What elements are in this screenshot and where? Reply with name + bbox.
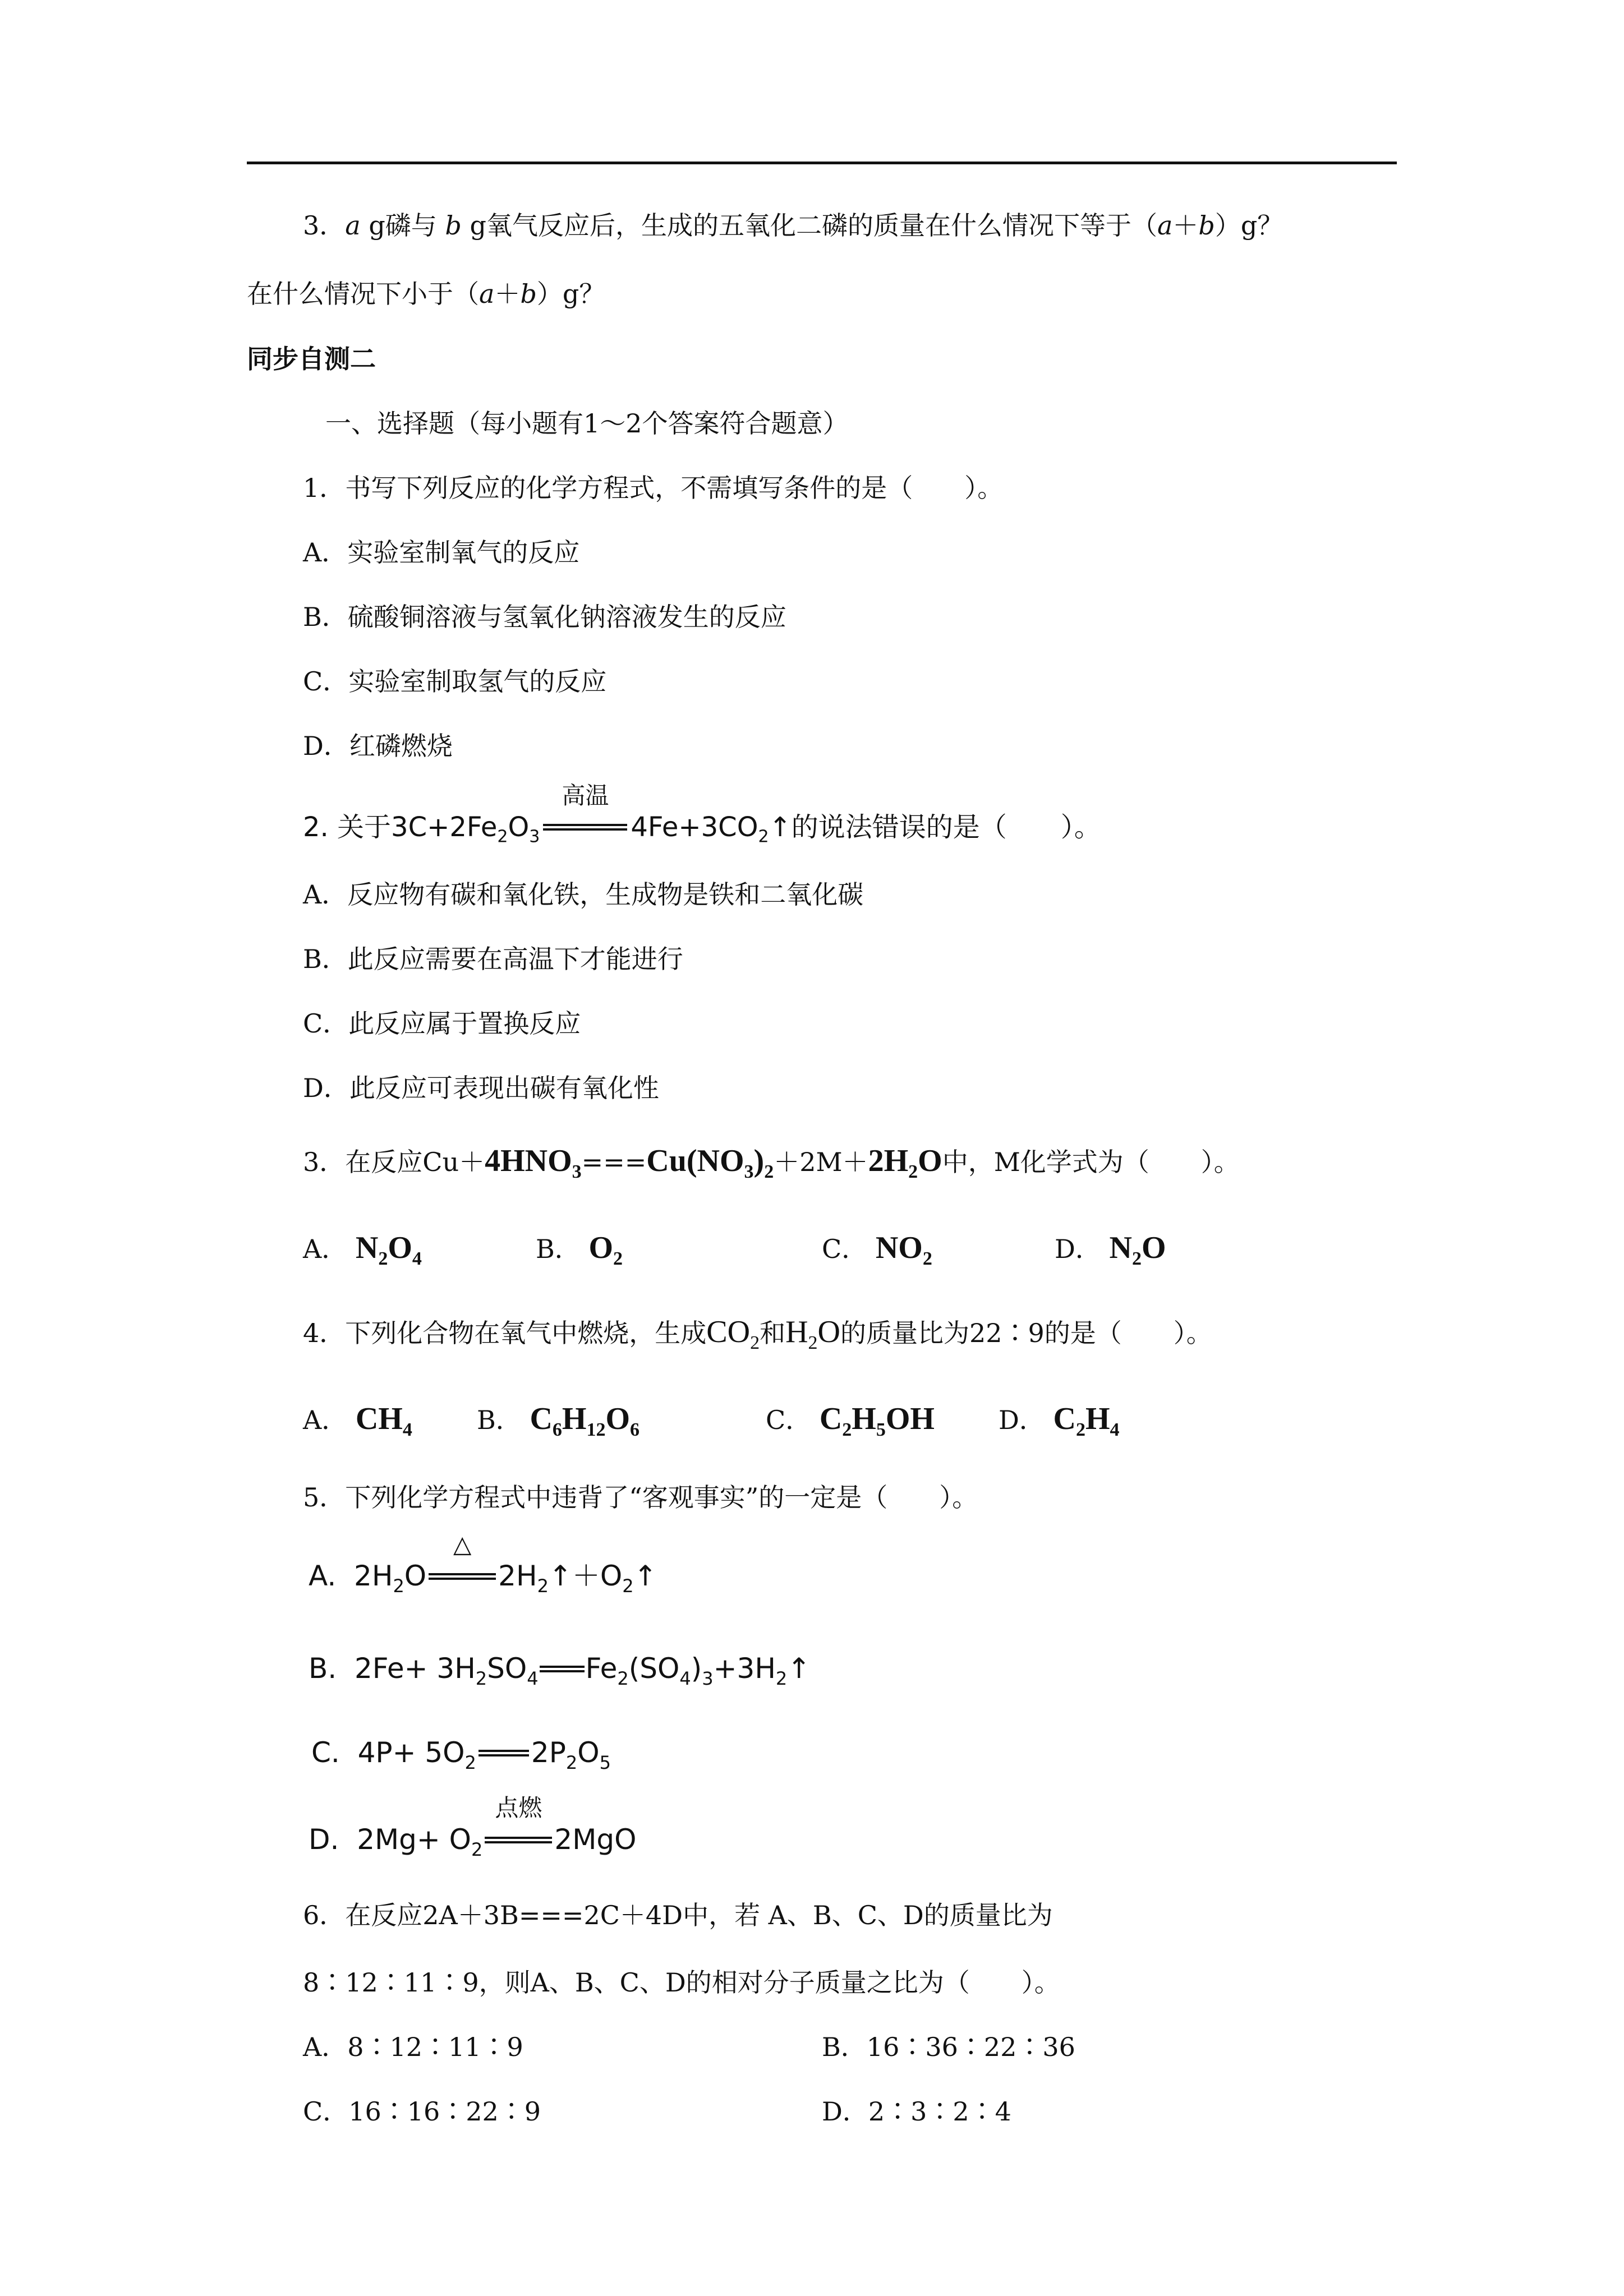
q5-option-a: A. $2H_2O$ △ $2H_2↑+O_2↑$ [309,1530,657,1597]
q6-option-c: C．16∶16∶22∶9 [303,2096,541,2127]
q1-stem: 1．书写下列反应的化学方程式，不需填写条件的是（ ）。 [303,473,1004,503]
q4-stem: 4．下列化合物在氧气中燃烧，生成$CO_2$和$H_2O$的质量比为22∶9的是（ ）。 [303,1315,1212,1353]
part-title: 一、选择题（每小题有1～2个答案符合题意） [325,408,849,439]
q3-option-a: A． $N_2O_4$ [303,1230,422,1269]
q4-option-d: D． $C_2H_4$ [999,1401,1120,1440]
q3-option-d: D． $N_2O$ [1055,1230,1166,1269]
q1-option-d: D．红磷燃烧 [303,731,453,761]
q1-option-c: C．实验室制取氢气的反应 [303,666,607,697]
section-title: 同步自测二 [247,344,376,374]
q5-b-equals [540,1652,585,1685]
q2-option-a: A．反应物有碳和氧化铁，生成物是铁和二氧化碳 [303,879,864,910]
q6-stem-line2: 8∶12∶11∶9，则A、B、C、D的相对分子质量之比为（ ）。 [303,1967,1060,1998]
q5-option-d: D. $2Mg+ O_2$ 点燃 2MgO [309,1794,637,1860]
q3-stem: 3．在反应$Cu+4HNO_3===Cu(NO_3)_2+2M+2H_2O$中，M化学式为（ ）。 [303,1144,1240,1182]
q4-option-b: B． $C_6H_{12}O_6$ [477,1401,640,1440]
q5-option-c: C. $4P+ 5O_2$ $2P_2O_5$ [311,1736,611,1773]
header-rule [247,162,1397,164]
q5-stem: 5．下列化学方程式中违背了“客观事实”的一定是（ ）。 [303,1482,978,1513]
q1-option-b: B．硫酸铜溶液与氢氧化钠溶液发生的反应 [303,602,786,632]
q3-option-c: C． $NO_2$ [822,1230,932,1269]
q4-option-c: C． $C_2H_5OH$ [766,1401,935,1440]
q1-option-a: A．实验室制氧气的反应 [303,537,580,568]
q5-d-condition-arrow: 点燃 [485,1823,552,1856]
q2-stem: 2. 关于$3C+2Fe_2O_3$ 高温 $4Fe+3CO_2↑$的说法错误的是（ ）。 [303,782,1101,847]
prev-q3-line2: 在什么情况下小于（a＋b）g？ [247,279,605,309]
q5-a-condition-arrow: △ [429,1559,496,1593]
q5-c-equals [479,1736,529,1769]
q6-option-a: A．8∶12∶11∶9 [303,2032,523,2062]
prev-q3-line1: 3．a g磷与 b g氧气反应后，生成的五氧化二磷的质量在什么情况下等于（a＋b）g？ [303,210,1283,241]
q6-option-b: B．16∶36∶22∶36 [822,2032,1075,2062]
q6-stem-line1: 6．在反应2A＋3B===2C＋4D中，若 A、B、C、D的质量比为 [303,1900,1053,1930]
q5-option-b: B. $2Fe+ 3H_2SO_4$ $Fe_2(SO_4)_3+3H_2↑$ [309,1652,811,1689]
q2-option-c: C．此反应属于置换反应 [303,1008,581,1039]
q2-condition-arrow: 高温 [543,810,627,844]
q2-option-d: D．此反应可表现出碳有氧化性 [303,1073,659,1103]
q6-option-d: D．2∶3∶2∶4 [822,2096,1011,2127]
q4-option-a: A． $CH_4$ [303,1401,412,1440]
q3-option-b: B． $O_2$ [536,1230,623,1269]
q2-option-b: B．此反应需要在高温下才能进行 [303,944,683,974]
